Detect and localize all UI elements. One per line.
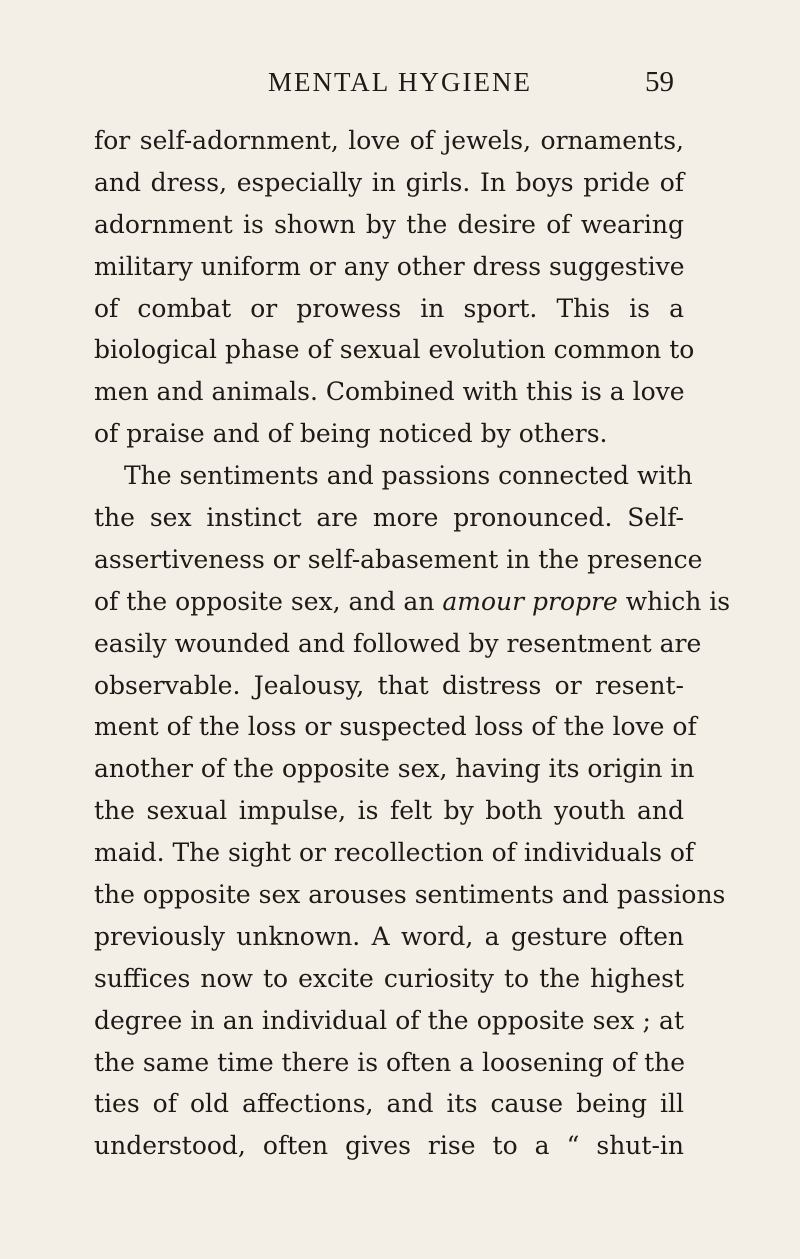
text-line: easily wounded and followed by resentment are [94,628,702,658]
running-title: MENTAL HYGIENE [267,67,533,97]
text-segment: which is [617,586,731,616]
text-line: assertiveness or self-abasement in the presence [94,544,703,574]
text-line: adornment is shown by the desire of wearing [94,209,684,239]
text-line: degree in an individual of the opposite sex ; at [94,1005,684,1035]
text-line: military uniform or any other dress suggestive [94,251,685,281]
text-line: another of the opposite sex, having its origin in [94,754,695,784]
text-line: the sex instinct are more pronounced. Self- [94,503,684,533]
running-head [0,62,800,102]
text-line-with-italic [94,581,731,623]
text-line: and dress, especially in girls. In boys pride of [94,167,684,197]
text-line: maid. The sight or recollection of individuals of [94,838,695,868]
text-line: understood, often gives rise to a “ shut-in [94,1131,684,1161]
text-line: the same time there is often a loosening of the [94,1047,686,1077]
text-segment: of the opposite sex, and an [94,586,443,616]
text-line: of combat or prowess in sport. This is a [94,293,684,323]
page-number: 59 [645,66,674,98]
text-line: men and animals. Combined with this is a love [94,377,685,407]
text-line: ties of old affections, and its cause being ill [94,1089,684,1119]
text-line: the opposite sex arouses sentiments and passions [94,880,726,910]
text-line: observable. Jealousy, that distress or resent- [94,670,684,700]
body-text [94,120,731,1167]
paragraph-2 [94,455,731,1167]
paragraph-1 [94,120,695,455]
text-line: for self-adornment, love of jewels, ornaments, [94,126,684,155]
text-line: biological phase of sexual evolution common to [94,335,695,365]
text-line: the sexual impulse, is felt by both youth and [94,796,684,826]
text-line: previously unknown. A word, a gesture often [94,921,684,951]
text-line: suffices now to excite curiosity to the highest [94,963,684,993]
text-line: The sentiments and passions connected with [124,461,693,491]
italic-phrase: amour propre [442,586,618,616]
text-line: ment of the loss or suspected loss of the love of [94,712,697,742]
text-line: of praise and of being noticed by others. [94,419,608,449]
